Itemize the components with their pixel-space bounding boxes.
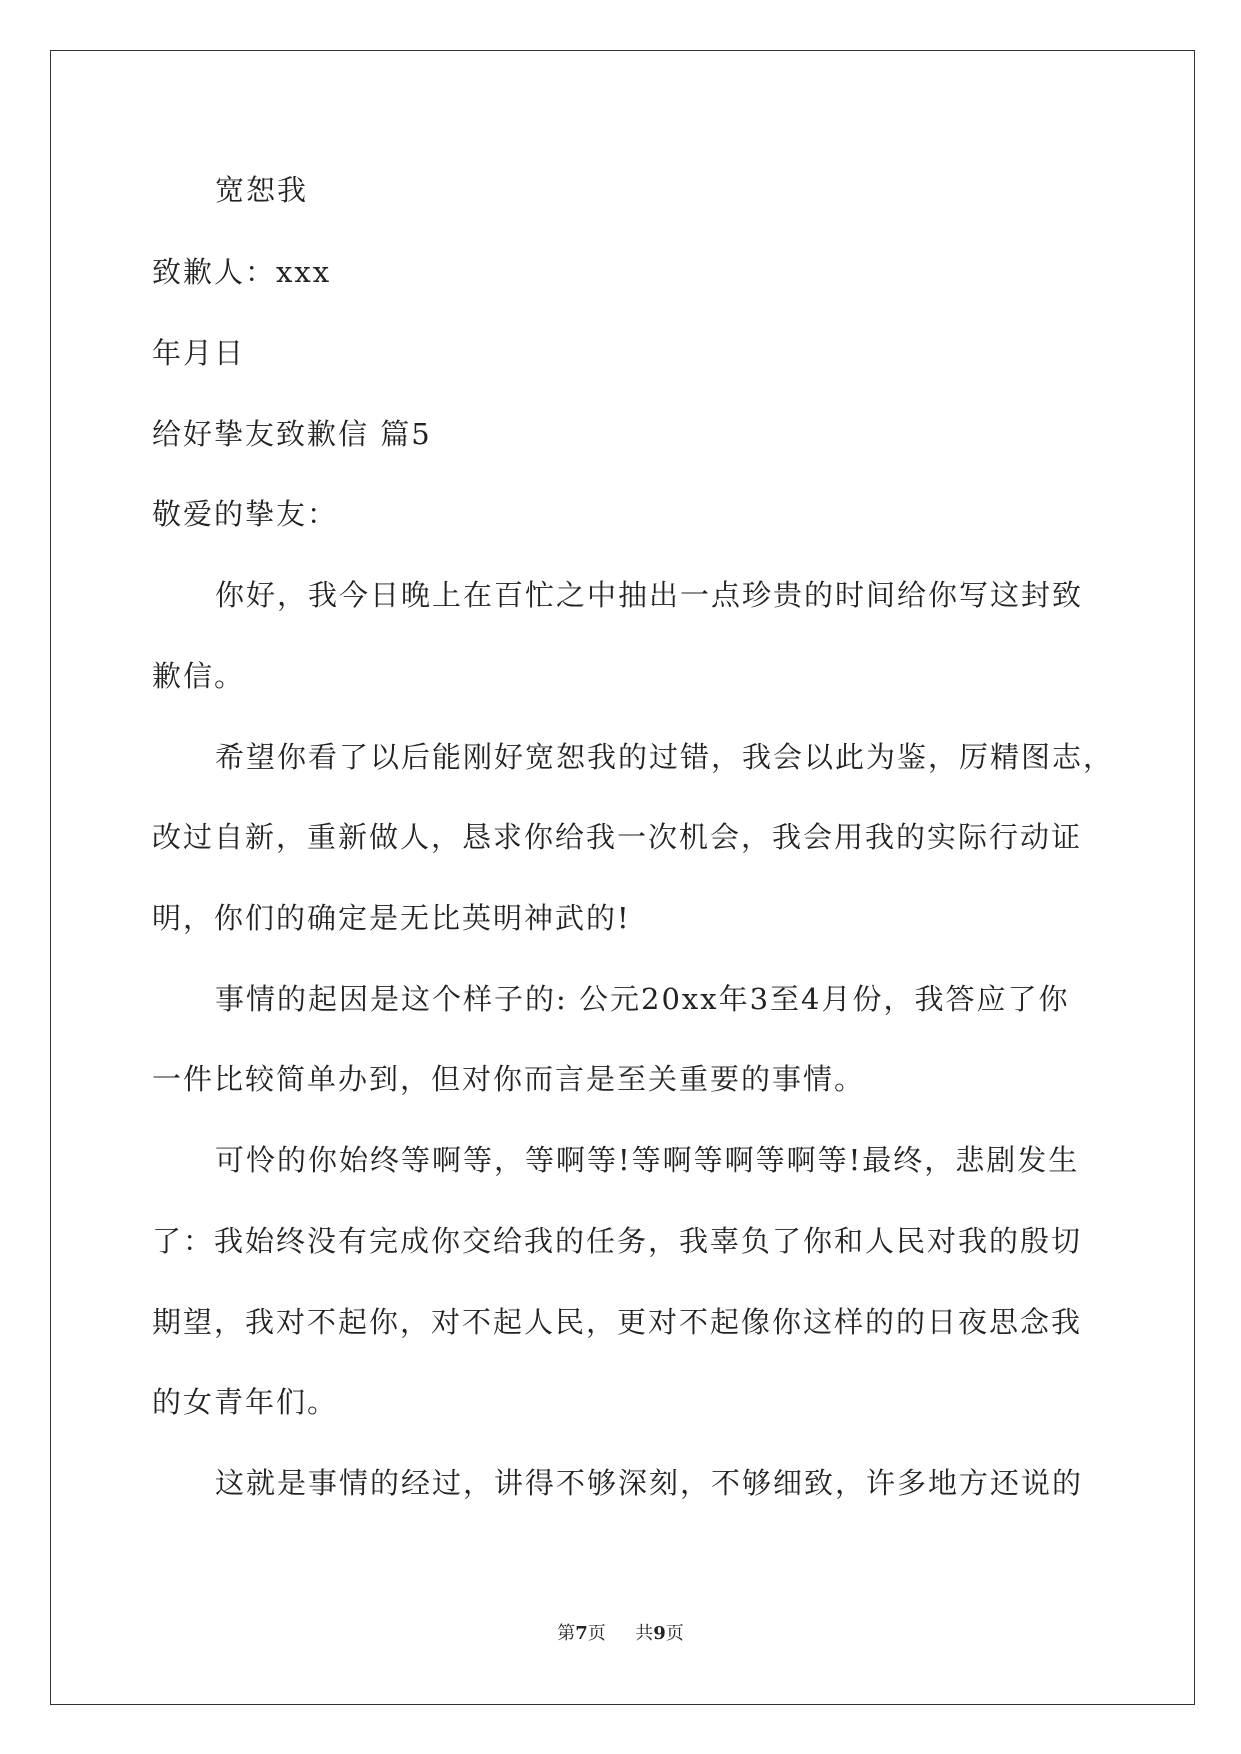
section-heading: 给好挚友致歉信 篇5 bbox=[152, 417, 432, 451]
page-footer bbox=[0, 1622, 1241, 1646]
paragraph-line: 一件比较简单办到，但对你而言是至关重要的事情。 bbox=[152, 1062, 866, 1096]
paragraph-line: 了：我始终没有完成你交给我的任务，我辜负了你和人民对我的殷切 bbox=[152, 1224, 1083, 1258]
paragraph-line: 改过自新，重新做人，恳求你给我一次机会，我会用我的实际行动证 bbox=[152, 820, 1083, 854]
page-number: 第7页 bbox=[557, 1623, 606, 1644]
paragraph-line: 希望你看了以后能刚好宽恕我的过错，我会以此为鉴，厉精图志， bbox=[215, 740, 1115, 774]
page-frame bbox=[50, 50, 1195, 1705]
salutation: 敬爱的挚友： bbox=[152, 497, 339, 531]
paragraph-line: 期望，我对不起你，对不起人民，更对不起像你这样的的日夜思念我 bbox=[152, 1305, 1083, 1339]
closing-phrase: 宽恕我 bbox=[215, 173, 309, 207]
paragraph-line: 这就是事情的经过，讲得不够深刻，不够细致，许多地方还说的 bbox=[215, 1466, 1084, 1500]
paragraph-line: 事情的起因是这个样子的: 公元20xx年3至4月份，我答应了你 bbox=[215, 982, 1070, 1016]
signature-line: 致歉人：xxx bbox=[152, 255, 332, 289]
paragraph-line: 歉信。 bbox=[152, 659, 246, 693]
paragraph-line: 你好，我今日晚上在百忙之中抽出一点珍贵的时间给你写这封致 bbox=[215, 578, 1084, 612]
paragraph-line: 明，你们的确定是无比英明神武的! bbox=[152, 901, 631, 935]
paragraph-line: 可怜的你始终等啊等，等啊等!等啊等啊等啊等!最终，悲剧发生 bbox=[215, 1143, 1080, 1177]
page-total: 共9页 bbox=[635, 1623, 684, 1644]
date-line: 年月日 bbox=[152, 336, 246, 370]
paragraph-line: 的女青年们。 bbox=[152, 1385, 339, 1419]
